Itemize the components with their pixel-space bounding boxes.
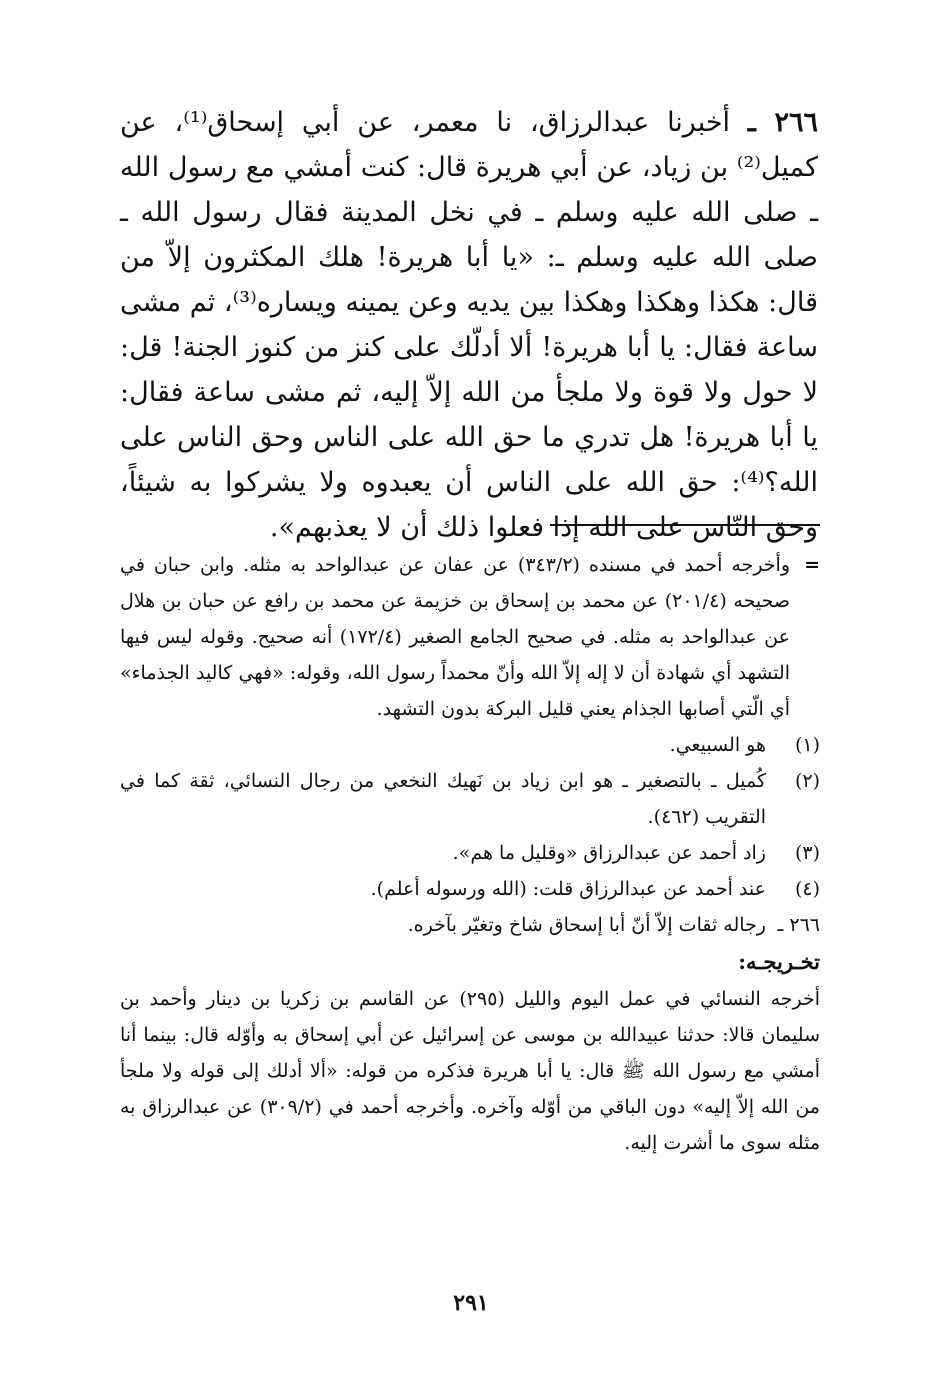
hadith-text: أخبرنا عبدالرزاق، نا معمر، عن أبي إسحاق⁽¹⁾، عن كميل⁽²⁾ بن زياد، عن أبي هريرة قال: كنت أمشي مع رسول الله ـ صلى الله عليه وسلم ـ في نخل المدينة فقال رسول الله ـ صلى الله عليه وسلم ـ: «يا أبا هريرة! هلك المكثرون إلاّ من قال: هكذا وهكذا وهكذا بين يديه وعن يمينه ويساره⁽³⁾، ثم مشى ساعة فقال: يا أبا هريرة! ألا أدلّك على كنز من كنوز الجنة! قل: لا حول ولا قوة ولا ملجأ من الله إلاّ إليه، ثم مشى ساعة فقال: يا أبا هريرة! هل تدري ما حق الله على الناس وحق الناس على الله؟⁽⁴⁾: حق الله على الناس أن يعبدوه ولا يشركوا به شيئاً، وحق النّاس على الله إذا فعلوا ذلك أن لا يعذبهم». <box>120 107 818 543</box>
page-number: ٢٩١ <box>453 1290 489 1316</box>
footnote-text: زاد أحمد عن عبدالرزاق «وقليل ما هم». <box>452 842 766 864</box>
continued-footnote <box>120 547 820 727</box>
footnote-text: كُميل ـ بالتصغير ـ هو ابن زياد بن نَهيك النخعي من رجال النسائي، ثقة كما في التقريب (٤٦٢). <box>120 770 766 828</box>
takhrij-text: أخرجه النسائي في عمل اليوم والليل (٢٩٥) عن القاسم بن زكريا بن دينار وأحمد بن سليمان قالا: حدثنا عبيدالله بن موسى عن إسرائيل عن أبي إسحاق به وأوّله قال: بينما أنا أمشي مع رسول الله ﷺ قال: يا أبا هريرة فذكره من قوله: «ألا أدلك إلى قوله ولا ملجأ من الله إلاّ إليه» دون الباقي من أوّله وآخره. وأخرجه أحمد في (٣٠٩/٢) عن عبدالرزاق به مثله سوى ما أشرت إليه. <box>120 988 821 1154</box>
footnote-text: رجاله ثقات إلاّ أنّ أبا إسحاق شاخ وتغيّر بآخره. <box>407 914 766 936</box>
footnote-number: ٢٦٦ ـ <box>777 914 820 936</box>
footnote-hadith-266 <box>120 907 820 943</box>
footnotes-section <box>120 547 820 1161</box>
continued-footnote-text: وأخرجه أحمد في مسنده (٣٤٣/٢) عن عفان عن عبدالواحد به مثله. وابن حبان في صحيحه (٢٠١/٤) عن محمد بن إسحاق بن خزيمة عن محمد بن رافع عن حبان بن هلال عن عبدالواحد به مثله. في صحيح الجامع الصغير (١٧٢/٤) أنه صحيح. وقوله ليس فيها التشهد أي شهادة أن لا إله إلاّ الله وأنّ محمداً رسول الله، وقوله: «فهي كاليد الجذماء» أي الّتي أصابها الجذام يعني قليل البركة بدون التشهد. <box>120 554 791 720</box>
footnote-2 <box>120 763 820 835</box>
hadith-number: ٢٦٦ ـ <box>747 107 819 138</box>
footnote-text: عند أحمد عن عبدالرزاق قلت: (الله ورسوله أعلم). <box>370 878 766 900</box>
footnote-4 <box>120 871 820 907</box>
footnote-number: (١) <box>794 734 820 756</box>
hadith-paragraph <box>120 100 818 550</box>
footnote-3 <box>120 835 820 871</box>
continuation-mark: = <box>804 554 820 576</box>
footnote-text: هو السبيعي. <box>669 734 766 756</box>
takhrij-heading: تخـريجـه: <box>738 949 820 974</box>
footnote-number: (٢) <box>794 770 820 792</box>
footnote-1 <box>120 727 820 763</box>
footnote-number: (٤) <box>794 878 820 900</box>
footnote-separator <box>550 524 820 526</box>
footnote-number: (٣) <box>794 842 820 864</box>
